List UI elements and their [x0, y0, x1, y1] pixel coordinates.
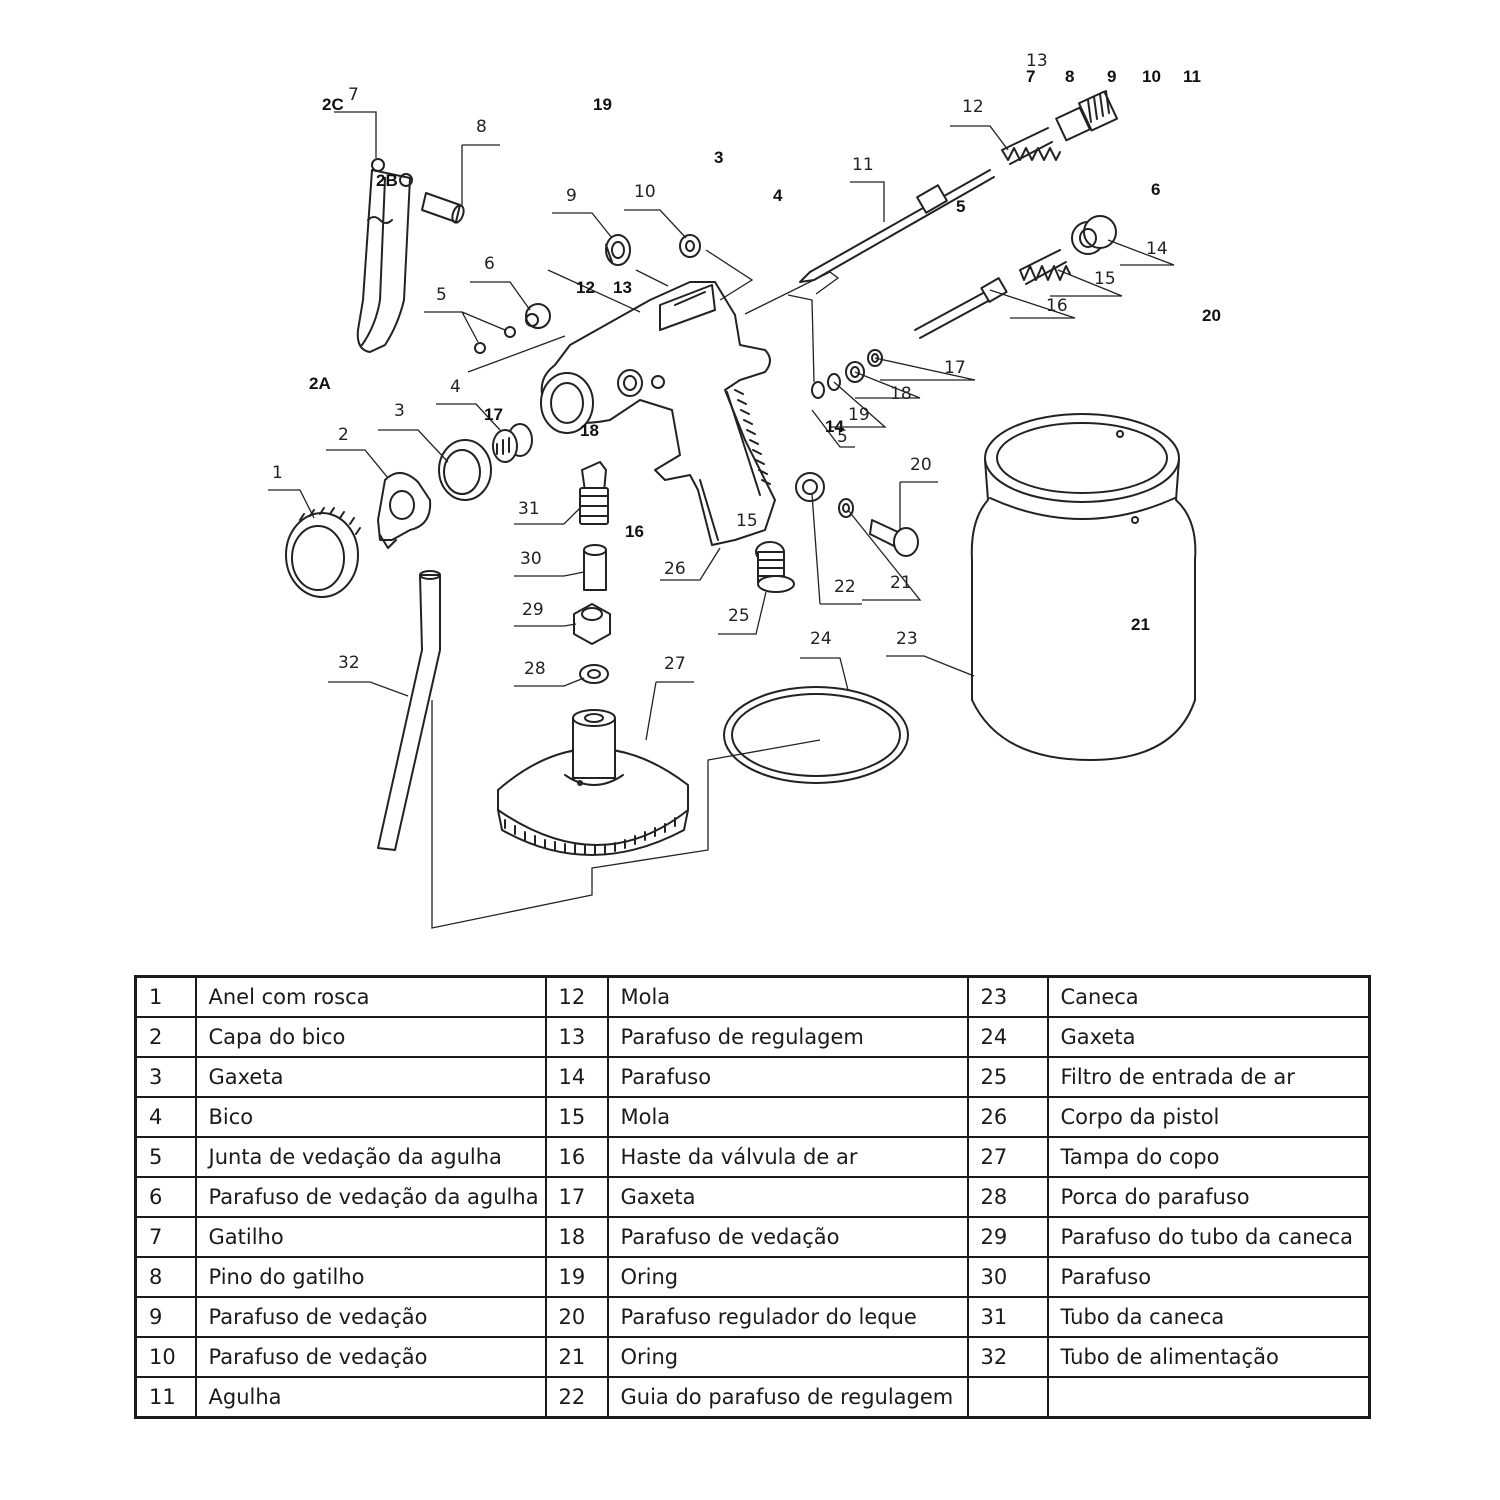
callout-2: 2 — [338, 425, 349, 445]
part-number-cell: 4 — [136, 1097, 196, 1137]
callout-26: 26 — [664, 559, 686, 579]
part-seal-10 — [680, 235, 700, 257]
callout-30: 30 — [520, 549, 542, 569]
overlay-label-12: 12 — [576, 278, 595, 297]
overlay-label-17: 17 — [484, 405, 503, 424]
part-spring-15 — [1020, 250, 1070, 284]
part-cup — [972, 414, 1196, 760]
part-name-cell: Gaxeta — [1048, 1017, 1370, 1057]
part-needle-gasket — [475, 327, 515, 353]
callout-15-secondary: 15 — [736, 511, 758, 531]
overlay-label-21: 21 — [1131, 615, 1150, 634]
parts-table-row — [136, 1097, 1370, 1137]
part-name-cell: Parafuso regulador do leque — [608, 1297, 968, 1337]
part-number-cell: 19 — [546, 1257, 608, 1297]
part-number-cell: 21 — [546, 1337, 608, 1377]
part-name-cell: Parafuso de regulagem — [608, 1017, 968, 1057]
part-number-cell: 9 — [136, 1297, 196, 1337]
overlay-label-2b: 2B — [376, 171, 398, 190]
overlay-label-8: 8 — [1065, 67, 1075, 86]
callout-19: 19 — [848, 405, 870, 425]
callout-4: 4 — [450, 377, 461, 397]
part-name-cell: Parafuso — [608, 1057, 968, 1097]
overlay-label-2a: 2A — [309, 374, 331, 393]
part-number-cell: 26 — [968, 1097, 1048, 1137]
parts-table-row — [136, 1257, 1370, 1297]
callout-8: 8 — [476, 117, 487, 137]
parts-table-row — [136, 1297, 1370, 1337]
overlay-label-14: 14 — [825, 417, 844, 436]
part-number-cell: 23 — [968, 977, 1048, 1018]
part-screw-14 — [1072, 216, 1116, 254]
callout-15: 15 — [1094, 269, 1116, 289]
part-adjustment-screw — [1056, 91, 1117, 140]
part-name-cell: Bico — [196, 1097, 546, 1137]
callout-20: 20 — [910, 455, 932, 475]
parts-table-row — [136, 1337, 1370, 1377]
part-fan-regulator-screw — [870, 520, 918, 556]
part-screw-30 — [584, 545, 606, 590]
overlay-label-9: 9 — [1107, 67, 1117, 86]
callout-10: 10 — [634, 182, 656, 202]
part-name-cell: Parafuso de vedação — [196, 1297, 546, 1337]
callout-28: 28 — [524, 659, 546, 679]
callout-5-secondary: 5 — [837, 427, 848, 447]
overlay-label-6: 6 — [1151, 180, 1161, 199]
part-name-cell: Gaxeta — [608, 1177, 968, 1217]
part-name-cell: Parafuso de vedação — [196, 1337, 546, 1377]
part-number-cell: 15 — [546, 1097, 608, 1137]
part-number-cell — [968, 1377, 1048, 1418]
callout-23: 23 — [896, 629, 918, 649]
part-number-cell: 25 — [968, 1057, 1048, 1097]
part-name-cell: Parafuso de vedação da agulha — [196, 1177, 546, 1217]
part-name-cell: Caneca — [1048, 977, 1370, 1018]
part-small-rings — [812, 350, 882, 398]
part-threaded-ring — [286, 508, 360, 597]
part-number-cell: 10 — [136, 1337, 196, 1377]
part-gun-body — [541, 282, 775, 545]
part-name-cell: Anel com rosca — [196, 977, 546, 1018]
part-name-cell: Agulha — [196, 1377, 546, 1418]
part-number-cell: 27 — [968, 1137, 1048, 1177]
part-name-cell: Mola — [608, 977, 968, 1018]
part-cup-tube-screw — [574, 604, 610, 644]
part-name-cell: Parafuso — [1048, 1257, 1370, 1297]
part-number-cell: 32 — [968, 1337, 1048, 1377]
part-number-cell: 14 — [546, 1057, 608, 1097]
overlay-label-2c: 2C — [322, 95, 344, 114]
callout-21: 21 — [890, 573, 912, 593]
parts-table-row — [136, 977, 1370, 1018]
part-cup-lid — [498, 710, 688, 855]
overlay-label-4: 4 — [773, 186, 783, 205]
callout-18: 18 — [890, 384, 912, 404]
part-name-cell — [1048, 1377, 1370, 1418]
part-name-cell: Parafuso de vedação — [608, 1217, 968, 1257]
part-gasket-3 — [439, 440, 491, 500]
part-number-cell: 22 — [546, 1377, 608, 1418]
part-needle-seal-screw — [526, 304, 550, 328]
parts-table-row — [136, 1377, 1370, 1418]
callout-24: 24 — [810, 629, 832, 649]
part-number-cell: 11 — [136, 1377, 196, 1418]
part-number-cell: 6 — [136, 1177, 196, 1217]
parts-table-row — [136, 1177, 1370, 1217]
part-name-cell: Gatilho — [196, 1217, 546, 1257]
part-air-valve-stem — [915, 278, 1007, 338]
callout-17: 17 — [944, 358, 966, 378]
parts-table-row — [136, 1017, 1370, 1057]
callout-32: 32 — [338, 653, 360, 673]
callout-12: 12 — [962, 97, 984, 117]
part-number-cell: 29 — [968, 1217, 1048, 1257]
part-trigger-pin — [422, 193, 466, 224]
part-name-cell: Parafuso do tubo da caneca — [1048, 1217, 1370, 1257]
part-spring-12 — [1002, 128, 1060, 164]
part-name-cell: Pino do gatilho — [196, 1257, 546, 1297]
part-name-cell: Junta de vedação da agulha — [196, 1137, 546, 1177]
part-number-cell: 12 — [546, 977, 608, 1018]
callout-13: 13 — [1026, 51, 1048, 71]
part-number-cell: 18 — [546, 1217, 608, 1257]
part-number-cell: 1 — [136, 977, 196, 1018]
callout-6: 6 — [484, 254, 495, 274]
part-number-cell: 30 — [968, 1257, 1048, 1297]
callout-22: 22 — [834, 577, 856, 597]
overlay-label-3: 3 — [714, 148, 724, 167]
part-nozzle-cap — [378, 473, 430, 548]
callout-9: 9 — [566, 186, 577, 206]
part-number-cell: 16 — [546, 1137, 608, 1177]
part-number-cell: 17 — [546, 1177, 608, 1217]
part-number-cell: 7 — [136, 1217, 196, 1257]
part-name-cell: Tubo de alimentação — [1048, 1337, 1370, 1377]
callout-29: 29 — [522, 600, 544, 620]
part-name-cell: Corpo da pistol — [1048, 1097, 1370, 1137]
overlay-label-7: 7 — [1026, 67, 1036, 86]
overlay-label-20: 20 — [1202, 306, 1221, 325]
callout-3: 3 — [394, 401, 405, 421]
part-name-cell: Haste da válvula de ar — [608, 1137, 968, 1177]
part-seal-9 — [606, 235, 630, 265]
part-name-cell: Guia do parafuso de regulagem — [608, 1377, 968, 1418]
part-screw-nut — [580, 665, 608, 683]
part-name-cell: Gaxeta — [196, 1057, 546, 1097]
part-number-cell: 5 — [136, 1137, 196, 1177]
overlay-label-19: 19 — [593, 95, 612, 114]
part-gasket-ring-24 — [724, 687, 908, 783]
callout-7: 7 — [348, 85, 359, 105]
callout-16: 16 — [1046, 296, 1068, 316]
part-name-cell: Oring — [608, 1337, 968, 1377]
part-needle — [800, 170, 994, 282]
part-number-cell: 24 — [968, 1017, 1048, 1057]
part-number-cell: 28 — [968, 1177, 1048, 1217]
overlay-label-5: 5 — [956, 197, 966, 216]
part-name-cell: Filtro de entrada de ar — [1048, 1057, 1370, 1097]
overlay-label-10: 10 — [1142, 67, 1161, 86]
parts-table-row — [136, 1137, 1370, 1177]
parts-table-row — [136, 1057, 1370, 1097]
part-number-cell: 8 — [136, 1257, 196, 1297]
part-number-cell: 3 — [136, 1057, 196, 1097]
overlay-label-18: 18 — [580, 421, 599, 440]
callout-11: 11 — [852, 155, 874, 175]
overlay-label-16: 16 — [625, 522, 644, 541]
part-number-cell: 31 — [968, 1297, 1048, 1337]
part-regulator-guide — [796, 473, 824, 501]
part-cup-tube — [580, 462, 608, 524]
callout-31: 31 — [518, 499, 540, 519]
callout-5: 5 — [436, 285, 447, 305]
overlay-label-11: 11 — [1183, 67, 1201, 86]
part-name-cell: Capa do bico — [196, 1017, 546, 1057]
part-name-cell: Tampa do copo — [1048, 1137, 1370, 1177]
parts-table-row — [136, 1217, 1370, 1257]
part-name-cell: Mola — [608, 1097, 968, 1137]
part-number-cell: 20 — [546, 1297, 608, 1337]
part-feed-tube — [378, 571, 440, 850]
callout-25: 25 — [728, 606, 750, 626]
part-name-cell: Tubo da caneca — [1048, 1297, 1370, 1337]
part-number-cell: 13 — [546, 1017, 608, 1057]
part-air-inlet-filter — [756, 542, 794, 592]
callout-27: 27 — [664, 654, 686, 674]
callout-1: 1 — [272, 463, 283, 483]
part-name-cell: Porca do parafuso — [1048, 1177, 1370, 1217]
parts-list-table — [134, 975, 1371, 1419]
part-number-cell: 2 — [136, 1017, 196, 1057]
callout-14: 14 — [1146, 239, 1168, 259]
overlay-label-13: 13 — [613, 278, 632, 297]
part-name-cell: Oring — [608, 1257, 968, 1297]
